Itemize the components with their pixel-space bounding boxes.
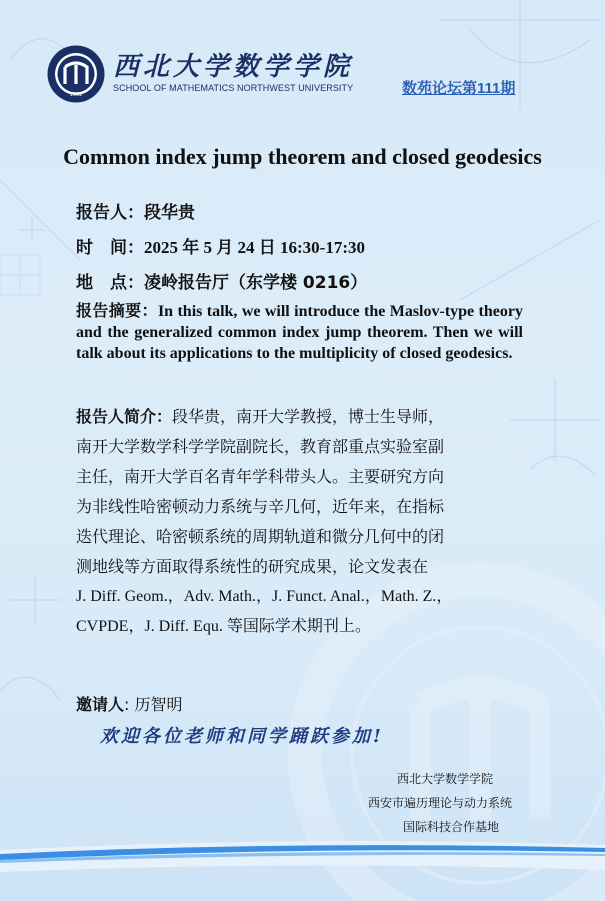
- bio-line-5: 迭代理论、哈密顿系统的周期轨道和微分几何中的闭: [76, 527, 445, 546]
- talk-title: Common index jump theorem and closed geodesics: [63, 144, 542, 169]
- abstract-label: 报告摘要：: [76, 301, 158, 320]
- time-value: 2025 年 5 月 24 日 16:30-17:30: [144, 238, 365, 257]
- inviter-label: 邀请人: [76, 695, 125, 714]
- bio-label: 报告人简介：: [76, 407, 173, 426]
- abstract-block: [76, 300, 523, 364]
- time-row: [76, 233, 365, 258]
- place-label: 地 点：: [76, 273, 144, 293]
- forum-issue-link[interactable]: 数苑论坛第111期: [402, 80, 516, 97]
- inviter-row: [76, 692, 183, 715]
- organizer-line-1: 西北大学数学学院: [397, 772, 494, 786]
- bio-block: [76, 402, 528, 642]
- organizer-line-2: 西安市遍历理论与动力系统: [368, 796, 513, 810]
- bio-line-7: J. Diff. Geom.，Adv. Math.，J. Funct. Anal.，Math. Z.，: [76, 588, 453, 605]
- bio-line-2: 南开大学数学科学学院副院长，教育部重点实验室副: [76, 437, 445, 456]
- place-row: [76, 268, 367, 293]
- bio-line-1: 报告人简介：段华贵，南开大学教授，博士生导师，: [76, 407, 445, 426]
- bio-line-4: 为非线性哈密顿动力系统与辛几何，近年来，在指标: [76, 497, 445, 516]
- bio-line-8: CVPDE，J. Diff. Equ. 等国际学术期刊上。: [76, 618, 371, 635]
- decorative-stripe: [0, 840, 605, 870]
- inviter-sep: :: [124, 695, 135, 714]
- bio-line-3: 主任，南开大学百名青年学科带头人。主要研究方向: [76, 467, 445, 486]
- university-emblem-icon: [46, 44, 106, 104]
- svg-text:1902: 1902: [69, 92, 83, 98]
- bio-line-6: 测地线等方面取得系统性的研究成果，论文发表在: [76, 557, 429, 576]
- place-value: 凌岭报告厅（东学楼 0216）: [144, 273, 368, 293]
- university-name-cn: 西北大学数学学院: [113, 52, 354, 82]
- welcome-message: 欢迎各位老师和同学踊跃参加!: [100, 726, 384, 747]
- inviter-name: 历智明: [134, 697, 183, 714]
- time-label: 时 间：: [76, 238, 144, 258]
- speaker-label: 报告人：: [76, 203, 144, 223]
- speaker-name: 段华贵: [144, 203, 195, 223]
- university-name-en: SCHOOL OF MATHEMATICS NORTHWEST UNIVERSITY: [113, 83, 354, 93]
- abstract-text: In this talk, we will introduce the Maslov-type theory and the generalized common index jump theorem. Then we will talk about its applications to the multiplicity of closed geodesics.: [76, 303, 523, 362]
- organizer-line-3: 国际科技合作基地: [403, 820, 500, 834]
- speaker-row: [76, 198, 195, 223]
